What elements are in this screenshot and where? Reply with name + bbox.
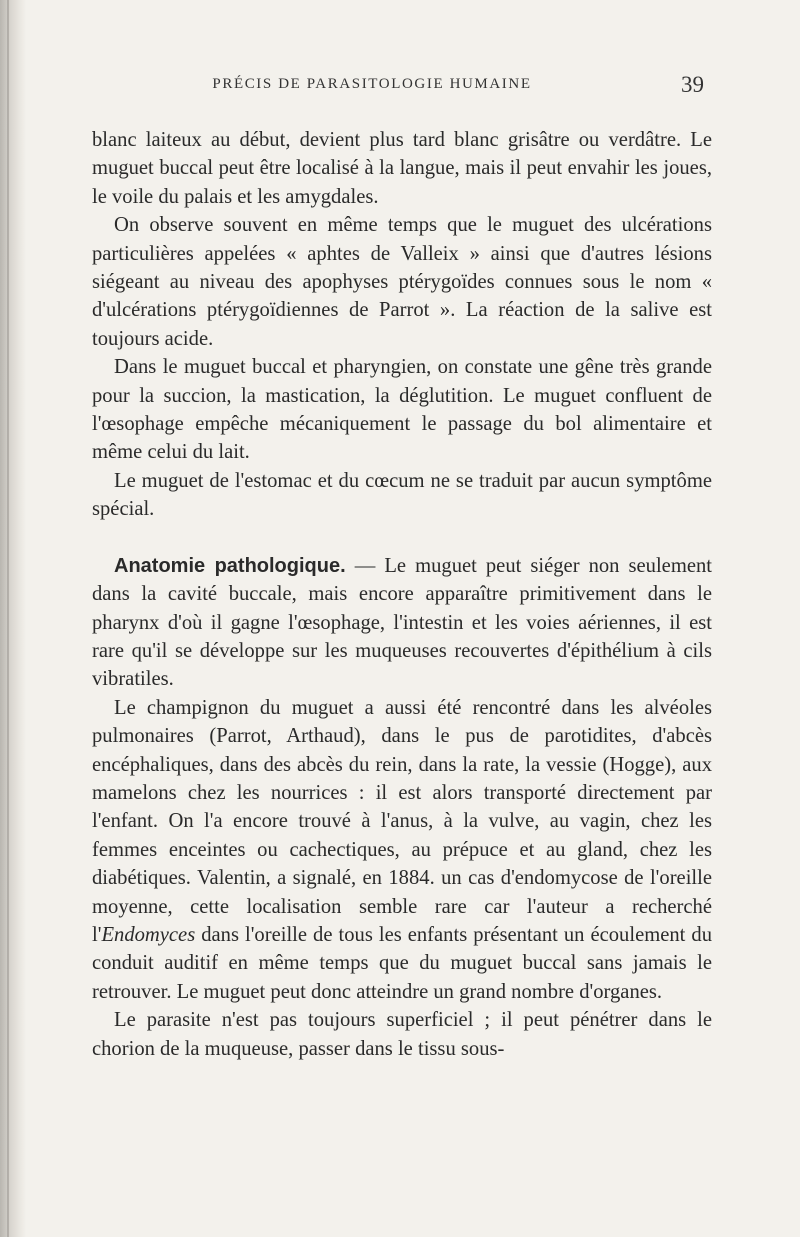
page-header [92, 70, 712, 104]
paragraph-parasite: Le parasite n'est pas toujours superficiel ; il peut pénétrer dans le chorion de la muqueuse, passer dans le tissu sous- [92, 1009, 712, 1060]
paragraph-estomac: Le muguet de l'estomac et du cœcum ne se traduit par aucun symptôme spécial. [92, 469, 712, 521]
section-heading: Anatomie pathologique. [114, 554, 346, 577]
paragraph-symptoms: Dans le muguet buccal et pharyngien, on constate une gêne très grande pour la succion, la mastication, la déglutition. Le muguet confluent de l'œsophage empêche mécaniquement le passage du bol alimentaire et même celui du lait. [92, 356, 712, 464]
body-text [92, 126, 712, 1063]
page-binding-edge [7, 0, 9, 1237]
paragraph-continuation: blanc laiteux au début, devient plus tard blanc grisâtre ou verdâtre. Le muguet buccal peut être localisé à la langue, mais il peut envahir les joues, le voile du palais et les amygdales. [92, 129, 712, 208]
book-page [92, 70, 712, 1063]
paragraph-anatomie [92, 552, 712, 694]
paragraph-localisations-text-1: Le champignon du muguet a aussi été rencontré dans les alvéoles pulmonaires (Parrot, Arthaud), dans le pus de parotidites, d'abcès encéphaliques, dans des abcès du rein, dans la rate, la vessie (Hogge), aux mamelons chez les nourrices : il est alors transporté directement par l'enfant. On l'a encore trouvé à l'anus, à la vulve, au vagin, chez les femmes enceintes ou cachectiques, au prépuce et au gland, chez les diabétiques. Valentin, a signalé, en 1884. un cas d'endomycose de l'oreille moyenne, cette localisation semble rare car l'auteur a recherché l' [92, 696, 712, 946]
section-anatomie-pathologique [92, 552, 712, 1063]
running-title: PRÉCIS DE PARASITOLOGIE HUMAINE [212, 76, 532, 92]
page-binding-shadow [0, 0, 26, 1237]
genus-name-italic: Endomyces [101, 923, 196, 946]
paragraph-localisations-text-2: dans l'oreille de tous les enfants présentant un écoulement du conduit auditif en même temps que du muguet buccal sans jamais le retrouver. Le muguet peut donc atteindre un grand nombre d'organes. [92, 923, 712, 1003]
paragraph-localisations [92, 694, 712, 1006]
page-number: 39 [681, 72, 704, 97]
paragraph-aphtes: On observe souvent en même temps que le muguet des ulcérations particulières appelées « aphtes de Valleix » ainsi que d'autres lésions siégeant au niveau des apophyses ptérygoïdes connues sous le nom « d'ulcérations ptérygoïdiennes de Parrot ». La réaction de la salive est toujours acide. [92, 214, 712, 350]
paragraph-anatomie-text: — Le muguet peut siéger non seulement dans la cavité buccale, mais encore apparaître primitivement dans le pharynx d'où il gagne l'œsophage, l'intestin et les voies aériennes, il est rare qu'il se développe sur les muqueuses recouvertes d'épithélium à cils vibratiles. [92, 554, 712, 691]
